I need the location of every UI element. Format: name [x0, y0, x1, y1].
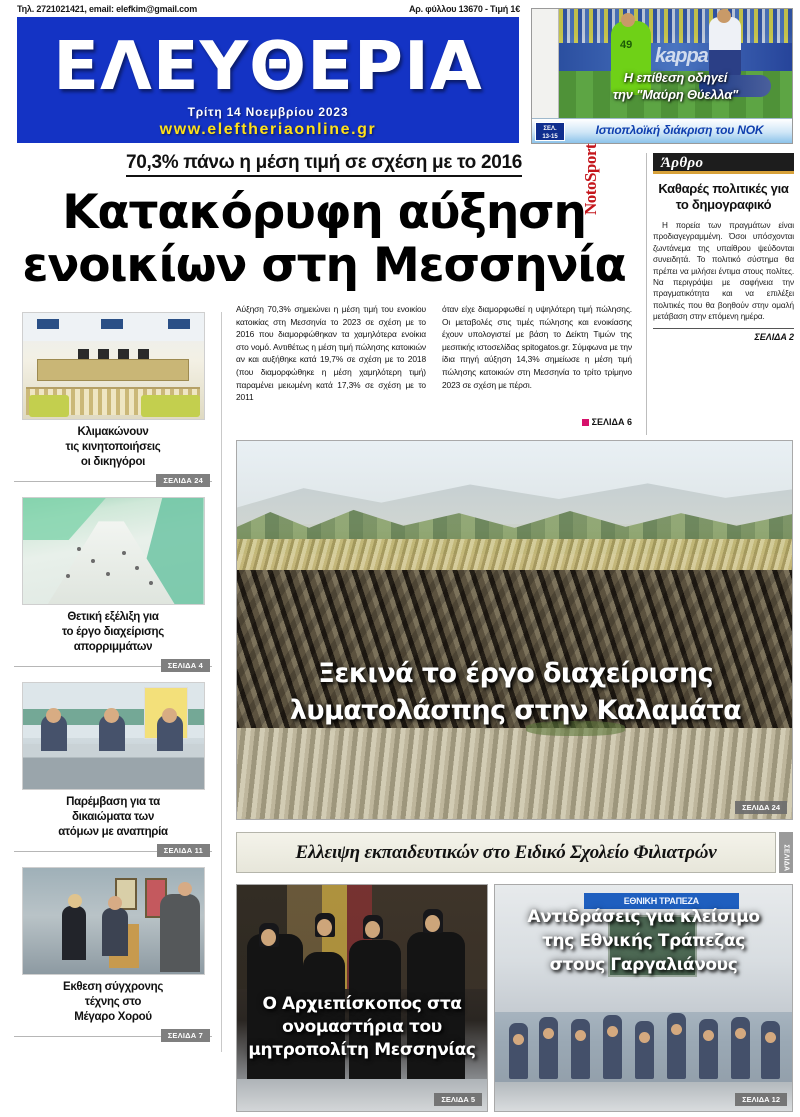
issue-info: Αρ. φύλλου 13670 - Τιμή 1€ — [408, 4, 520, 14]
main-photo-headline — [237, 655, 794, 729]
landfill-photo — [22, 497, 205, 605]
sidebar-footer — [14, 659, 212, 673]
lead-column-1: Αύξηση 70,3% σημειώνει η μέση τιμή του ενοικίου κατοικίας στη Μεσσηνία το 2023 σε σχέση με το 2016 που διαμορφώθηκαν τα χαμηλότερα ενοίκια στο νομό. Αντιθέτως η μέση τιμή πώλησης κατοικιών αν και αυξήθηκε κατά 19,7% σε σχέση με το 2018 (που διαμορφώθηκε η μέση χαμηλότερη τιμή) παραμένει μειωμένη κατά 17,3% σε σχέση με το 2011 — [236, 304, 426, 403]
protester-head-8 — [735, 1028, 746, 1039]
protester-8 — [731, 1017, 750, 1079]
main-photo-page-badge: ΣΕΛΙΔΑ 24 — [735, 801, 787, 814]
sidebar-footer — [14, 1029, 212, 1043]
panel-desk — [23, 744, 204, 789]
protester-head-7 — [703, 1030, 714, 1041]
sidebar-item-lawyers[interactable] — [14, 312, 212, 488]
protester-head-9 — [765, 1032, 776, 1043]
bottom-left-line-3: μητροπολίτη Μεσσηνίας — [248, 1040, 476, 1060]
sidebar-item-art[interactable] — [14, 867, 212, 1043]
bottom-left-page-badge: ΣΕΛΙΔΑ 5 — [434, 1093, 482, 1106]
sponsor-board-text: kappa — [655, 45, 708, 67]
sidebar-teasers — [14, 312, 222, 1052]
protester-head-5 — [639, 1032, 650, 1043]
gravel-ground — [237, 728, 792, 819]
protester-head-4 — [607, 1026, 618, 1037]
sidebar-item-disability[interactable] — [14, 682, 212, 858]
sidebar-caption — [14, 610, 212, 655]
player-figure — [709, 17, 741, 77]
panelist-2-face — [104, 708, 119, 723]
stadium-crowd — [559, 9, 792, 43]
mid-banner[interactable] — [236, 832, 776, 873]
headline-line-1: Κατακόρυφη αύξηση — [62, 185, 586, 240]
sidebar-caption-line-2: δικαιώματα των — [71, 811, 155, 823]
courtroom-screen-right — [168, 319, 190, 329]
website-url[interactable]: www.eleftheriaonline.gr — [159, 121, 377, 138]
sidebar-caption — [14, 795, 212, 840]
main-headline-line-2: λυματολάσπης στην Καλαμάτα — [289, 695, 742, 726]
sidebar-footer — [14, 474, 212, 488]
sidebar-page-badge: ΣΕΛΙΔΑ 4 — [161, 659, 210, 672]
sidebar-caption — [14, 980, 212, 1025]
opinion-article-box[interactable] — [646, 153, 793, 435]
lead-headline — [17, 186, 631, 292]
newspaper-title: ΕΛΕΥΘΕΡΙΑ — [53, 27, 483, 105]
sidebar-caption-line-3: οι δικηγόροι — [80, 456, 146, 468]
protester-head-6 — [671, 1024, 682, 1035]
courtroom-photo — [22, 312, 205, 420]
sport-page-badge — [535, 122, 565, 141]
bottom-photo-clergy[interactable] — [236, 884, 488, 1112]
sidebar-page-badge: ΣΕΛΙΔΑ 7 — [161, 1029, 210, 1042]
sidebar-page-badge: ΣΕΛΙΔΑ 24 — [156, 474, 210, 487]
protester-head-2 — [543, 1028, 554, 1039]
article-tab — [653, 153, 794, 174]
sport-page-badge-line-1: ΣΕΛ. — [543, 126, 557, 132]
sidebar-caption-line-1: Παρέμβαση για τα — [66, 796, 160, 808]
bottom-photo-bank-protest[interactable] — [494, 884, 793, 1112]
sidebar-footer — [14, 844, 212, 858]
bottom-left-headline — [237, 993, 487, 1062]
speaker-head — [108, 896, 122, 910]
article-tab-label: Άρθρο — [661, 155, 704, 171]
landfill-marker — [106, 572, 110, 576]
sidebar-caption-line-3: Μέγαρο Χορού — [74, 1011, 152, 1023]
sport-promo-strip[interactable] — [532, 118, 792, 143]
protester-5 — [635, 1021, 654, 1079]
protester-head-3 — [575, 1030, 586, 1041]
courtroom-screen-mid — [101, 319, 123, 329]
player-head — [717, 9, 731, 23]
bottom-left-line-2: ονομαστήρια του — [282, 1017, 442, 1037]
lead-kicker-text: 70,3% πάνω η μέση τιμή σε σχέση με το 2016 — [126, 152, 522, 177]
lead-kicker — [17, 152, 631, 174]
sidebar-caption-line-2: τέχνης στο — [84, 996, 142, 1008]
notosport-brand-text: NotoSport — [581, 143, 600, 215]
page-ref-bullet-icon — [582, 419, 589, 426]
landfill-marker — [77, 547, 81, 551]
contact-info: Τηλ. 2721021421, email: elefkim@gmail.com — [17, 4, 198, 14]
protester-9 — [761, 1021, 780, 1079]
attendee-head — [68, 894, 82, 908]
bottom-right-line-1: Αντιδράσεις για κλείσιμο — [527, 907, 760, 927]
main-photo[interactable] — [236, 440, 793, 820]
panelist-3-face — [162, 708, 177, 723]
headline-line-2: ενοικίων στη Μεσσηνία — [22, 238, 626, 293]
sidebar-caption-line-1: Θετική εξέλιξη για — [67, 611, 159, 623]
speaker-figure — [102, 908, 128, 956]
sidebar-item-waste[interactable] — [14, 497, 212, 673]
mid-banner-page-ref: ΣΕΛΙΔΑ 12 — [782, 844, 790, 882]
sidebar-caption-line-1: Εκθεση σύγχρονης — [63, 981, 163, 993]
bottom-right-line-3: στους Γαργαλιάνους — [549, 955, 738, 975]
clergy-face-2 — [317, 919, 332, 936]
protester-1 — [509, 1023, 528, 1079]
visitor-head — [178, 882, 192, 896]
protester-3 — [571, 1019, 590, 1079]
bottom-left-line-1: Ο Αρχιεπίσκοπος στα — [262, 994, 462, 1014]
bottom-right-page-badge: ΣΕΛΙΔΑ 12 — [735, 1093, 787, 1106]
lead-page-ref[interactable] — [582, 417, 632, 427]
publication-date: Τρίτη 14 Νοεμβρίου 2023 — [187, 105, 349, 119]
judges-bench — [37, 359, 189, 381]
panelist-1-face — [46, 708, 61, 723]
lead-article-text — [236, 303, 632, 433]
article-body: Η πορεία των πραγμάτων είναι προδιαγεγραμμένη. Όσοι υπόσχονται ζωντάνεμα της υπαίθρου ψεύδονται συνειδητά. Το πολιτικό σύστημα θα πρέπει να μιλήσει έντιμα στους πολίτες. Να περιγράψει με σαφήνεια την πραγματικότητα και να επιλέξει πολιτικές που θα βοηθούν στην ομαλή μετάβαση στην επόμενη ημέρα. — [653, 221, 794, 322]
sidebar-caption-line-3: απορριμμάτων — [73, 641, 153, 653]
sidebar-caption-line-2: τις κινητοποιήσεις — [65, 441, 161, 453]
article-page-ref: ΣΕΛΙΔΑ 2 — [653, 328, 794, 342]
attendee-figure — [62, 906, 86, 960]
clergy-face-4 — [425, 915, 440, 932]
goalkeeper-head — [621, 13, 635, 27]
sport-page-badge-line-2: 13-15 — [542, 134, 558, 140]
bank-sign-text: ΕΘΝΙΚΗ ΤΡΑΠΕΖΑ — [623, 896, 699, 906]
sailing-headline: Ιστιοπλοϊκή διάκριση του ΝΟΚ — [595, 123, 764, 137]
lead-page-ref-text: ΣΕΛΙΔΑ 6 — [591, 417, 632, 427]
bottom-right-line-2: της Εθνικής Τράπεζας — [542, 931, 745, 951]
sidebar-caption-line-3: ατόμων με αναπηρία — [58, 826, 168, 838]
main-headline-line-1: Ξεκινά το έργο διαχείρισης — [317, 658, 714, 689]
sidebar-caption-line-2: το έργο διαχείρισης — [62, 626, 164, 638]
protester-4 — [603, 1015, 622, 1079]
protester-2 — [539, 1017, 558, 1079]
article-title: Καθαρές πολιτικές για το δημογραφικό — [658, 181, 789, 212]
masthead-logo-box — [17, 17, 519, 143]
courtroom-seat-1 — [29, 395, 69, 417]
clergy-face-3 — [365, 921, 380, 938]
protester-7 — [699, 1019, 718, 1079]
courtroom-screen-left — [37, 319, 59, 329]
clergy-face-1 — [261, 929, 276, 946]
landfill-marker — [135, 566, 139, 570]
sport-headline-line-1: Η επίθεση οδηγεί — [623, 70, 728, 85]
mid-banner-page-badge — [779, 832, 793, 882]
sport-headline-line-2: την "Μαύρη Θύελλα" — [612, 87, 739, 102]
art-exhibition-photo — [22, 867, 205, 975]
landfill-marker — [149, 581, 153, 585]
sidebar-caption — [14, 425, 212, 470]
sidebar-page-badge: ΣΕΛΙΔΑ 11 — [157, 844, 210, 857]
sport-promo-headline — [559, 69, 792, 103]
bottom-right-headline — [495, 905, 792, 977]
protester-head-1 — [513, 1034, 524, 1045]
lead-column-2: όταν είχε διαμορφωθεί η υψηλότερη τιμή πώλησης. Οι μεταβολές στις τιμές πώλησης και ενοικίασης έχουν υπολογιστεί με βάση το Δείκτη Τιμών της μεσιτικής ιστοσελίδας spitogatos.gr. Σύμφωνα με την ίδια πηγή αύξηση 14,3% σημείωσε η μέση τιμή πώλησης κατοικιών στη Μεσσηνία το τρίτο τρίμηνο 2023 σε σχέση με πέρσι. — [442, 304, 632, 390]
mid-banner-text: Ελλειψη εκπαιδευτικών στο Ειδικό Σχολείο Φιλιατρών — [295, 841, 717, 863]
visitor-figure — [160, 894, 200, 972]
courtroom-seat-3 — [160, 395, 200, 417]
sidebar-caption-line-1: Κλιμακώνουν — [77, 426, 149, 438]
press-panel-photo — [22, 682, 205, 790]
